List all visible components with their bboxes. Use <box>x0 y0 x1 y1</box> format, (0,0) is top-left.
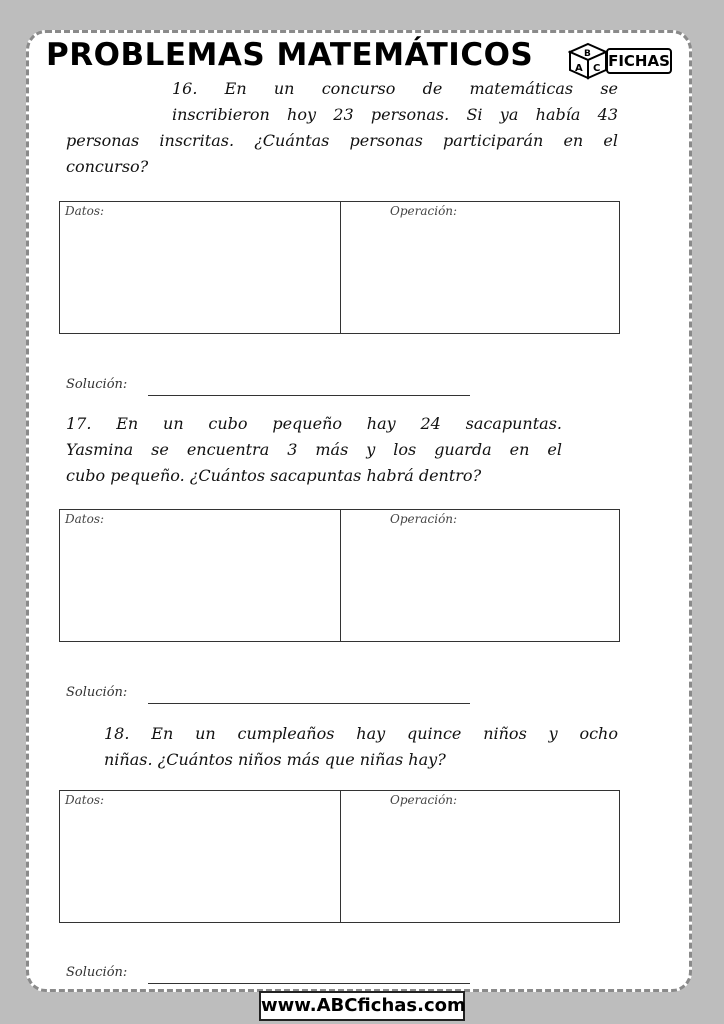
logo-letter-a: A <box>575 63 583 74</box>
datos-label: Datos: <box>65 512 105 526</box>
logo-letter-c: C <box>593 63 601 74</box>
work-box-divider <box>340 202 341 333</box>
solucion-label: Solución: <box>66 685 128 700</box>
abc-cube-icon <box>568 42 608 80</box>
solucion-label: Solución: <box>66 377 128 392</box>
problem-16-work-box <box>59 201 620 334</box>
solution-line[interactable] <box>148 703 470 704</box>
operacion-label: Operación: <box>390 512 458 526</box>
work-box-divider <box>340 510 341 641</box>
logo-word: FICHAS <box>606 48 672 74</box>
problem-16-line-2: inscribieron hoy 23 personas. Si ya había 43 <box>172 105 618 124</box>
problem-16-line-4: concurso? <box>66 157 149 176</box>
problem-17-line-2: Yasmina se encuentra 3 más y los guarda en el <box>66 440 562 459</box>
problem-18-work-box <box>59 790 620 923</box>
work-box-divider <box>340 791 341 922</box>
problem-18-line-1: 18. En un cumpleaños hay quince niños y ocho <box>104 724 618 743</box>
datos-label: Datos: <box>65 793 105 807</box>
problem-17-line-3: cubo pequeño. ¿Cuántos sacapuntas habrá dentro? <box>66 466 482 485</box>
operacion-label: Operación: <box>390 204 458 218</box>
footer-url[interactable]: www.ABCfichas.com <box>259 991 465 1021</box>
datos-label: Datos: <box>65 204 105 218</box>
solution-line[interactable] <box>148 983 470 984</box>
solution-line[interactable] <box>148 395 470 396</box>
solucion-label: Solución: <box>66 965 128 980</box>
operacion-label: Operación: <box>390 793 458 807</box>
problem-16-text <box>66 76 618 180</box>
logo-letter-b: B <box>584 49 591 59</box>
page-title: PROBLEMAS MATEMÁTICOS <box>46 37 534 73</box>
problem-18-line-2: niñas. ¿Cuántos niños más que niñas hay? <box>104 750 446 769</box>
problem-17-text <box>66 411 562 489</box>
problem-16-line-3: personas inscritas. ¿Cuántas personas participarán en el <box>66 131 618 150</box>
problem-17-work-box <box>59 509 620 642</box>
problem-17-line-1: 17. En un cubo pequeño hay 24 sacapuntas. <box>66 414 562 433</box>
problem-18-text <box>104 721 618 773</box>
problem-16-line-1: 16. En un concurso de matemáticas se <box>172 79 618 98</box>
